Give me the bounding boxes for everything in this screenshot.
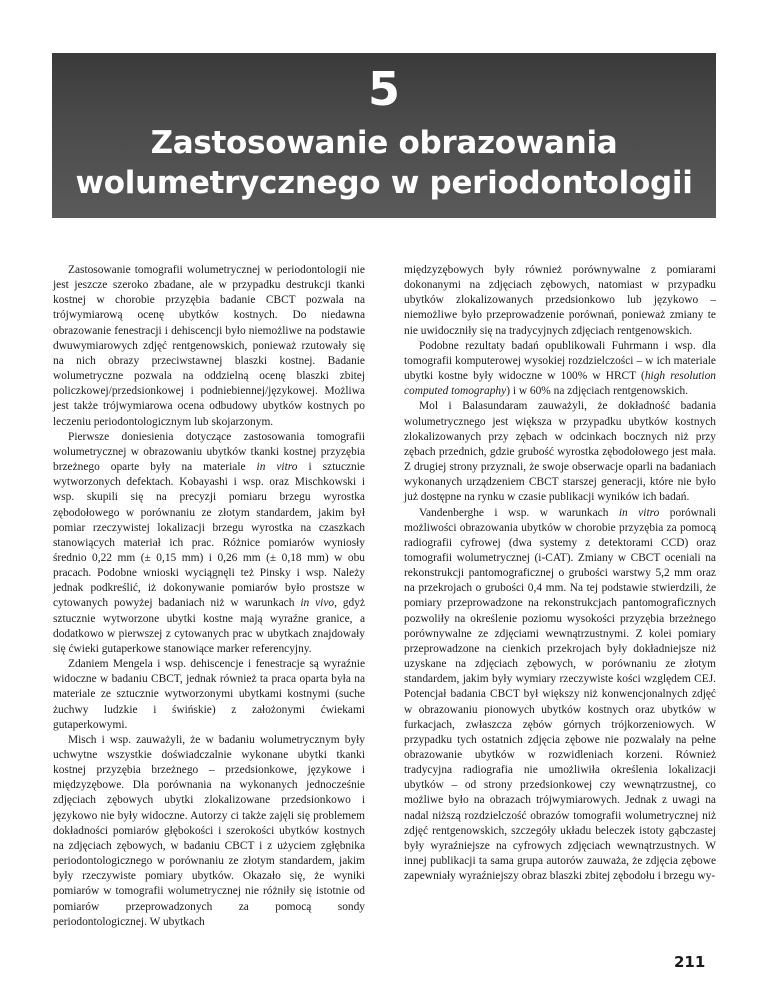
paragraph: Zastosowanie tomografii wolumetrycznej w periodontologii nie jest jeszcze szeroko zbadane, ale w przypadku destrukcji tkanki kostnej w chorobie przyzębia badanie CBCT pozwala na trójwymiarową ocenę ubytków kostnych. Do niedawna obrazowanie fenestracji i dehiscencji było niemożliwe na podstawie dwuwymiarowych zdjęć rentgenowskich, ponieważ rzutowały się na nich obrazy przeciwstawnej blaszki kostnej. Badanie wolumetryczne pozwala na oddzielną ocenę blaszki zbitej policzkowej/przedsionkowej i podniebiennej/językowej. Możliwa jest także trójwymiarowa ocena odbudowy ubytków kostnych po leczeniu periodontologicznym lub skojarzonym. — [53, 264, 365, 428]
paragraph: Misch i wsp. zauważyli, że w badaniu wolumetrycznym były uchwytne wszystkie doświadczalnie wykonane ubytki tkanki kostnej przyzębia brzeżnego – przedsionkowe, językowe i międzyzębowe. Dla porównania na wykonanych jednocześnie zdjęciach zębowych ubytki zlokalizowane przedsionkowo i językowo nie były widoczne. Autorzy ci także zajęli się problemem dokładności pomiarów głębokości i szerokości ubytków kostnych na zdjęciach zębowych, w badaniu CBCT i z użyciem zgłębnika periodontologicznego w porównaniu ze złotym standardem, jakim były rzeczywiste pomiary ubytków. Okazało się, że wyniki pomiarów w tomografii wolumetrycznej nie różniły się istotnie od pomiarów przeprowadzonych za pomocą sondy periodontologicznej. W ubytkach — [53, 733, 365, 928]
right-column — [404, 263, 716, 953]
chapter-title-line-1: Zastosowanie obrazowania — [150, 125, 618, 161]
paragraph: Zdaniem Mengela i wsp. dehiscencje i fenestracje są wyraźnie widoczne w badaniu CBCT, jednak również ta praca oparta była na materiale ze sztucznie wytworzonymi ubytkami kostnymi (suche żuchwy ludzkie i świńskie) z założonymi ćwiekami gutaperkowymi. — [53, 658, 365, 731]
paragraph: międzyzębowych były również porównywalne z pomiarami dokonanymi na zdjęciach zębowych, natomiast w przypadku ubytków zlokalizowanych przedsionkowo lub językowo – niemożliwe było przeprowadzenie porównań, ponieważ zmiany te nie uwidoczniły się na tradycyjnych zdjęciach rentgenowskich. — [404, 264, 716, 337]
paragraph: Podobne rezultaty badań opublikowali Fuhrmann i wsp. dla tomografii komputerowej wysokiej rozdzielczości – w ich materiale ubytki kostne były widoczne w 100% w HRCT (high resolution computed tomography) i w 60% na zdjęciach rentgenowskich. — [404, 339, 716, 398]
page-number: 211 — [674, 953, 706, 971]
chapter-title — [52, 123, 716, 203]
paragraph: Mol i Balasundaram zauważyli, że dokładność badania wolumetrycznego jest większa w przypadku ubytków kostnych zlokalizowanych przy zębach w odcinkach bocznych niż przy zębach przednich, gdzie grubość wyrostka zębodołowego jest mała. Z drugiej strony przyznali, że swoje obserwacje oparli na badaniach wykonanych urządzeniem CBCT starszej generacji, które nie było już dostępne na rynku w czasie publikacji wyników ich badań. — [404, 400, 716, 504]
paragraph: Pierwsze doniesienia dotyczące zastosowania tomografii wolumetrycznej w obrazowaniu ubytków tkanki kostnej przyzębia brzeżnego oparte były na materiale in vitro i sztucznie wytworzonych defektach. Kobayashi i wsp. oraz Mischkowski i wsp. skupili się na precyzji pomiaru brzegu wyrostka zębodołowego w porównaniu ze złotym standardem, jakim był pomiar rzeczywistej lokalizacji brzegu wyrostka na czaszkach stanowiących materiał ich prac. Różnice pomiarów wyniosły średnio 0,22 mm (± 0,15 mm) i 0,26 mm (± 0,18 mm) w obu pracach. Podobne wnioski wyciągnęli też Pinsky i wsp. Należy jednak podkreślić, iż dokonywanie pomiarów było prostsze w cytowanych powyżej badaniach niż w warunkach in vivo, gdyż sztucznie wytworzone ubytki kostne mają wyraźne granice, a dodatkowo w pierwszej z cytowanych prac w ubytkach znajdowały się ćwieki gutaperkowe stanowiące marker referencyjny. — [53, 430, 365, 655]
left-column — [53, 263, 365, 953]
chapter-banner — [52, 53, 716, 218]
chapter-number: 5 — [367, 62, 400, 116]
paragraph: Vandenberghe i wsp. w warunkach in vitro porównali możliwości obrazowania ubytków w chorobie przyzębia za pomocą radiografii cyfrowej (dwa systemy z detektorami CCD) oraz tomografii wolumetrycznej (i-CAT). Zmiany w CBCT oceniali na rekonstrukcji pantomograficznej o grubości warstwy 5,2 mm oraz na przekrojach o grubości 0,4 mm. Na tej podstawie stwierdzili, że pomiary przeprowadzone na rekonstrukcjach pantomograficznych pozwoliły na określenie poziomu wysokości przyzębia brzeżnego porównywalne ze zdjęciami wewnątrzustnymi. Z kolei pomiary przeprowadzone na cienkich przekrojach były dokładniejsze niż uzyskane na zdjęciach zębowych, w porównaniu ze złotym standardem, jakim były wymiary rzeczywiste kości względem CEJ. Potencjał badania CBCT był większy niż konwencjonalnych zdjęć w obrazowaniu pionowych ubytków kostnych oraz ubytków w furkacjach, zwłaszcza zębów górnych trójkorzeniowych. W przypadku tych ostatnich zdjęcia zębowe nie pozwalały na pełne obrazowanie ubytków w rozwidleniach korzeni. Również tradycyjna radiografia nie umożliwiła określenia lokalizacji ubytków – od strony przedsionkowej czy wewnątrzustnej, co możliwe było na obrazach trójwymiarowych. Jednak z uwagi na nadal niższą rozdzielczość obrazów tomografii wolumetrycznej niż zdjęć rentgenowskich, szczegóły układu beleczek istoty gąbczastej były wyraźniejsze na cyfrowych zdjęciach wewnątrzustnych. W innej publikacji ta sama grupa autorów zauważa, że zdjęcia zębowe zapewniały wyraźniejszy obraz blaszki zbitej zębodołu i brzegu wy- — [404, 506, 716, 883]
chapter-title-line-2: wolumetrycznego w periodontologii — [75, 165, 693, 201]
